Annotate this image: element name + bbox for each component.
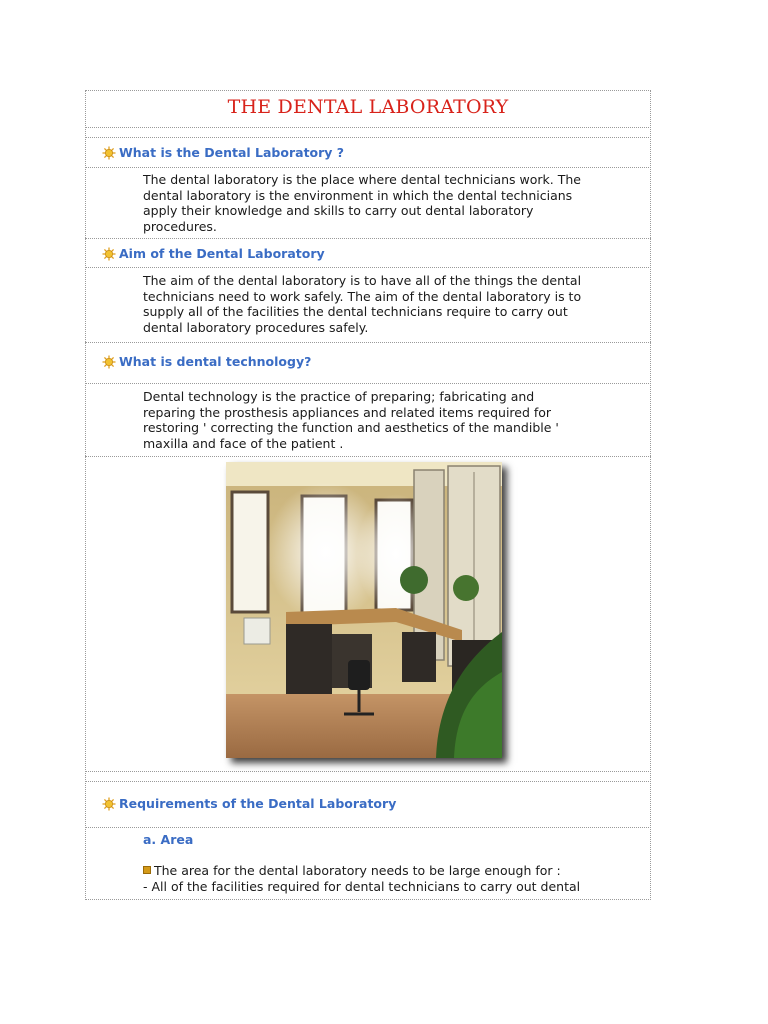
body-line: maxilla and face of the patient . (143, 435, 344, 451)
sun-icon (102, 146, 116, 160)
divider (85, 342, 651, 343)
section-heading (102, 246, 325, 261)
section-body (143, 863, 593, 894)
body-line: reparing the prosthesis appliances and related items required for (143, 404, 552, 420)
body-line: apply their knowledge and skills to carry out dental laboratory (143, 203, 534, 218)
body-line: - All of the facilities required for dental technicians to carry out dental (143, 878, 581, 894)
section-body (143, 172, 593, 234)
section-heading-text: What is dental technology? (119, 354, 312, 369)
divider (85, 827, 651, 828)
divider (85, 167, 651, 168)
body-line: dental laboratory is the environment in which the dental technicians (143, 187, 573, 203)
body-line: The aim of the dental laboratory is to have all of the things the dental (143, 273, 582, 288)
bullet-text: The area for the dental laboratory needs to be large enough for : (154, 863, 561, 878)
body-line: supply all of the facilities the dental technicians require to carry out (143, 304, 568, 319)
divider (85, 781, 651, 782)
section-heading-text: What is the Dental Laboratory ? (119, 145, 345, 160)
section-heading (102, 354, 311, 369)
sun-icon (102, 247, 116, 261)
divider (85, 127, 651, 128)
sun-icon (102, 355, 116, 369)
divider (85, 383, 651, 384)
dental-lab-photo (226, 462, 502, 758)
section-heading-text: Requirements of the Dental Laboratory (119, 796, 397, 811)
square-bullet-icon (143, 866, 151, 874)
divider (85, 238, 651, 239)
lab-photo-image (226, 462, 502, 758)
body-line: Dental technology is the practice of preparing; fabricating and (143, 389, 535, 404)
divider (85, 267, 651, 268)
body-line: technicians need to work safely. The aim of the dental laboratory is to (143, 288, 582, 304)
subsection-heading: a. Area (143, 832, 194, 847)
body-line: dental laboratory procedures safely. (143, 319, 369, 335)
page-title: THE DENTAL LABORATORY (227, 96, 509, 118)
body-line: procedures. (143, 218, 217, 234)
section-body (143, 389, 593, 451)
section-body (143, 273, 593, 335)
section-heading (102, 796, 396, 811)
divider (85, 456, 651, 457)
divider (85, 771, 651, 772)
body-line: The dental laboratory is the place where dental technicians work. The (143, 172, 581, 187)
bullet-line (143, 863, 593, 879)
section-heading (102, 145, 344, 160)
body-line: restoring ' correcting the function and aesthetics of the mandible ' (143, 420, 559, 435)
section-heading-text: Aim of the Dental Laboratory (119, 246, 325, 261)
sun-icon (102, 797, 116, 811)
divider (85, 137, 651, 138)
